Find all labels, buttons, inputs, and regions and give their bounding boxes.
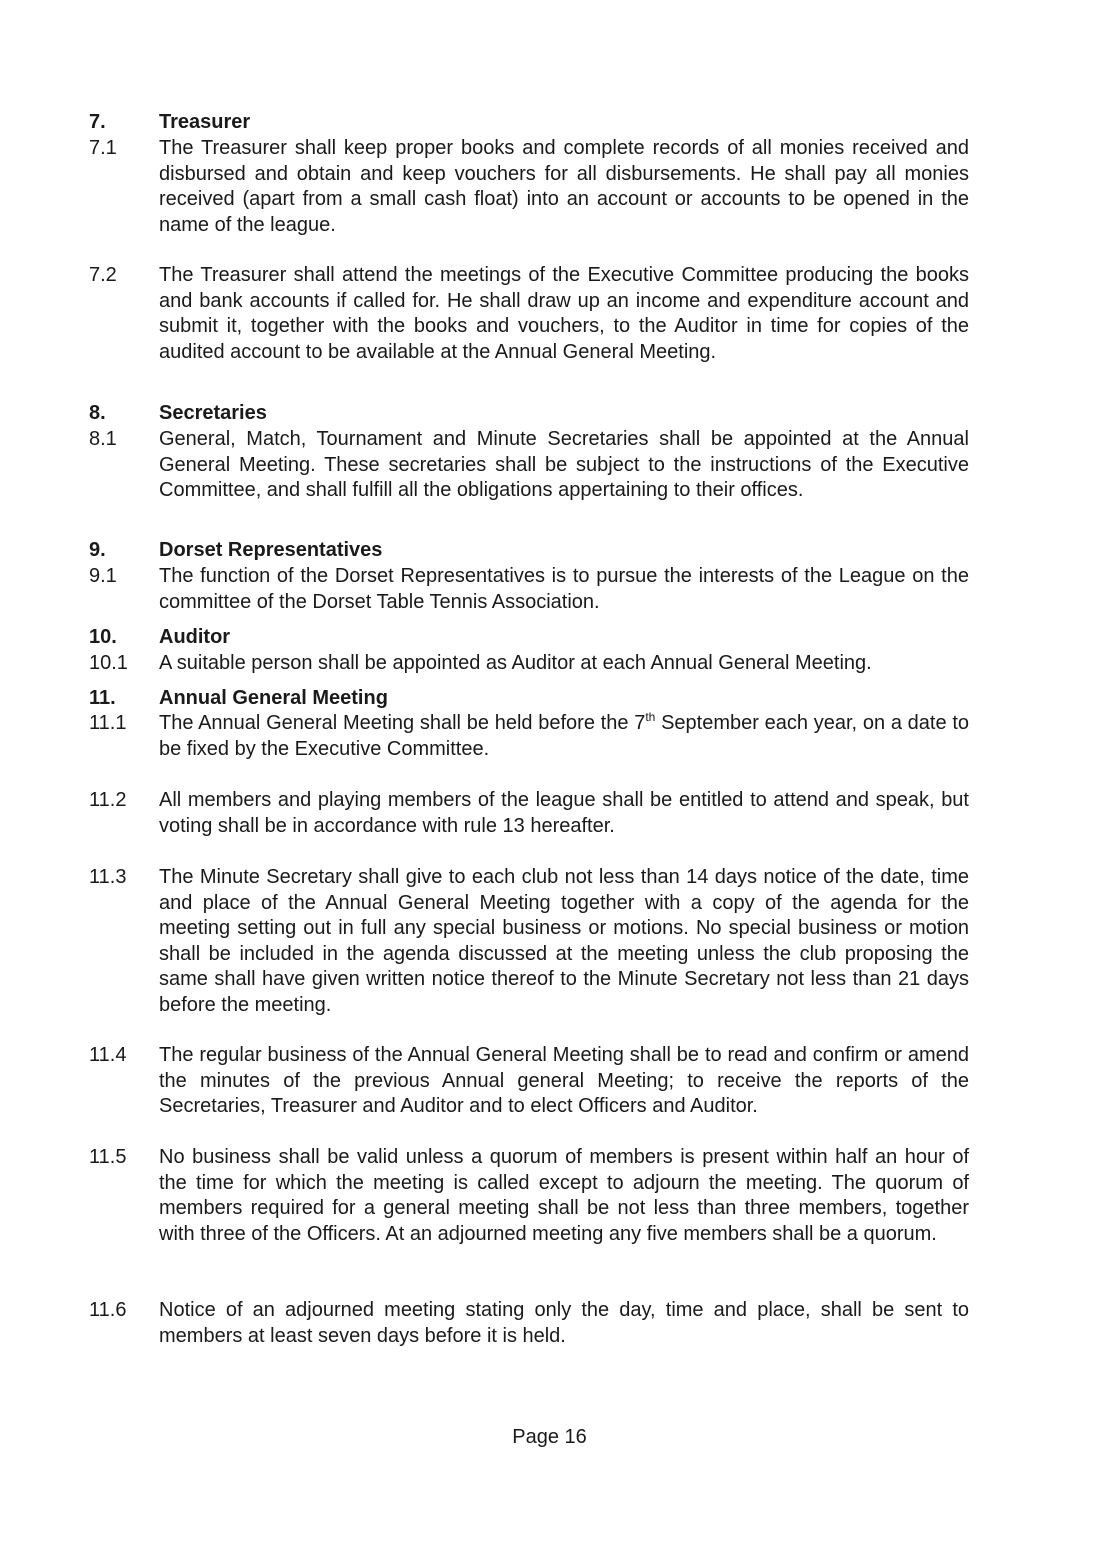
clause-number: 11.2: [89, 789, 127, 811]
clause-number: 9.1: [89, 565, 117, 587]
section-heading-secretaries: [89, 401, 969, 427]
section-number: 11.: [89, 687, 116, 709]
clause-number: 11.4: [89, 1044, 127, 1066]
clause-number: 8.1: [89, 428, 117, 450]
clause-number: 11.6: [89, 1299, 127, 1321]
clause-11-3: [89, 865, 969, 1018]
section-title: Auditor: [159, 626, 231, 648]
ordinal-suffix: th: [645, 710, 656, 724]
page-number: Page 16: [512, 1426, 587, 1448]
clause-number: 10.1: [89, 652, 128, 674]
section-number: 9.: [89, 539, 106, 561]
clause-11-2: [89, 788, 969, 839]
section-title: Treasurer: [159, 111, 251, 133]
clause-text-before: The Annual General Meeting shall be held before the 7: [159, 712, 646, 734]
section-heading-treasurer: [89, 110, 969, 136]
clause-7-1: [89, 136, 969, 238]
section-title: Secretaries: [159, 402, 267, 424]
clause-11-1: [89, 711, 969, 762]
section-heading-auditor: [89, 625, 969, 651]
clause-number: 11.3: [89, 866, 127, 888]
clause-10-1: [89, 651, 969, 677]
clause-11-4: [89, 1043, 969, 1120]
clause-11-6: [89, 1298, 969, 1349]
section-title: Annual General Meeting: [159, 687, 388, 709]
clause-text: No business shall be valid unless a quorum of members is present within half an hour of the time for which the meeting is called except to adjourn the meeting. The quorum of members required for a general meeting shall be not less than three members, together with three of the Officers. At an adjourned meeting any five members shall be a quorum.: [159, 1146, 969, 1245]
clause-8-1: [89, 427, 969, 504]
clause-11-5: [89, 1145, 969, 1247]
clause-number: 7.1: [89, 137, 117, 159]
clause-text: All members and playing members of the league shall be entitled to attend and speak, but voting shall be in accordance with rule 13 hereafter.: [159, 789, 969, 837]
clause-text: General, Match, Tournament and Minute Secretaries shall be appointed at the Annual General Meeting. These secretaries shall be subject to the instructions of the Executive Committee, and shall fulfill all the obligations appertaining to their offices.: [159, 428, 969, 501]
clause-text: [159, 711, 969, 762]
clause-text: The regular business of the Annual General Meeting shall be to read and confirm or amend the minutes of the previous Annual general Meeting; to receive the reports of the Secretaries, Treasurer and Auditor and to elect Officers and Auditor.: [159, 1044, 969, 1117]
clause-text: Notice of an adjourned meeting stating only the day, time and place, shall be sent to members at least seven days before it is held.: [159, 1299, 969, 1347]
section-heading-annual-general-meeting: [89, 686, 969, 712]
clause-text: The function of the Dorset Representatives is to pursue the interests of the League on the committee of the Dorset Table Tennis Association.: [159, 565, 969, 613]
section-number: 7.: [89, 111, 106, 133]
section-title: Dorset Representatives: [159, 539, 383, 561]
clause-7-2: [89, 263, 969, 365]
section-number: 10.: [89, 626, 117, 648]
section-number: 8.: [89, 402, 106, 424]
clause-number: 11.5: [89, 1146, 127, 1168]
clause-text: The Treasurer shall keep proper books and complete records of all monies received and disbursed and obtain and keep vouchers for all disbursements. He shall pay all monies received (apart from a small cash float) into an account or accounts to be opened in the name of the league.: [159, 137, 969, 236]
clause-9-1: [89, 564, 969, 615]
section-heading-dorset-representatives: [89, 538, 969, 564]
clause-text: The Minute Secretary shall give to each club not less than 14 days notice of the date, time and place of the Annual General Meeting together with a copy of the agenda for the meeting setting out in full any special business or motions. No special business or motion shall be included in the agenda discussed at the meeting unless the club proposing the same shall have given written notice thereof to the Minute Secretary not less than 21 days before the meeting.: [159, 866, 969, 1016]
clause-text: The Treasurer shall attend the meetings of the Executive Committee producing the books and bank accounts if called for. He shall draw up an income and expenditure account and submit it, together with the books and vouchers, to the Auditor in time for copies of the audited account to be available at the Annual General Meeting.: [159, 264, 969, 363]
clause-text: A suitable person shall be appointed as Auditor at each Annual General Meeting.: [159, 652, 872, 674]
clause-number: 11.1: [89, 712, 127, 734]
clause-text-after: September each year, on a date to be fixed by the Executive Committee.: [159, 712, 970, 760]
clause-number: 7.2: [89, 264, 117, 286]
